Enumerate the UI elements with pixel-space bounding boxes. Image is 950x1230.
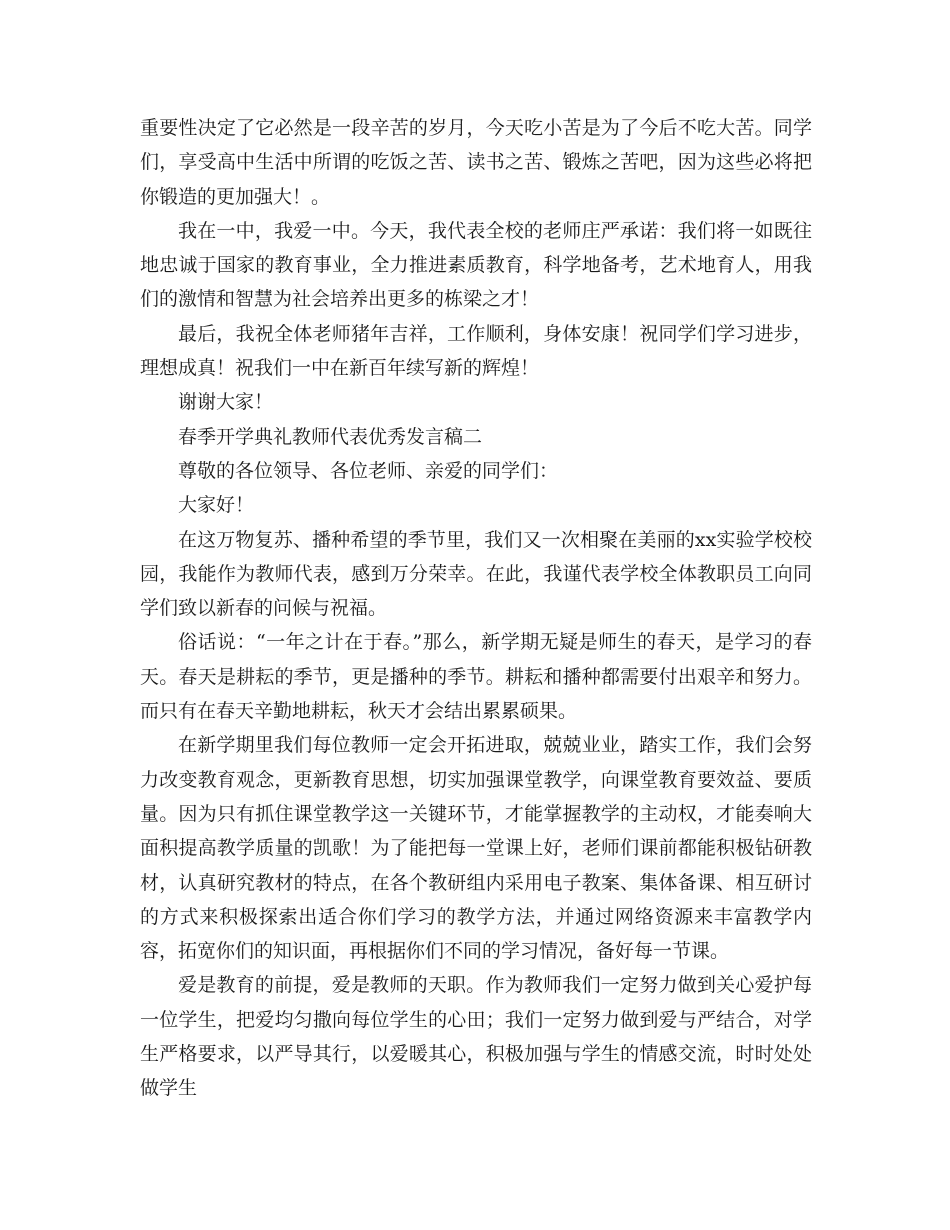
paragraph-4: 谢谢大家！ (178, 391, 274, 414)
greeting: 大家好！ (178, 494, 255, 517)
paragraph-3: 最后，我祝全体老师猪年吉祥，工作顺利，身体安康！祝同学们学习进步，理想成真！祝我们一中在新百年续写新的辉煌！ (140, 322, 812, 380)
paragraph-1: 重要性决定了它必然是一段辛苦的岁月，今天吃小苦是为了今后不吃大苦。同学们，享受高中生活中所谓的吃饭之苦、读书之苦、锻炼之苦吧，因为这些必将把你锻造的更加强大！。 (140, 117, 812, 208)
section-heading: 春季开学典礼教师代表优秀发言稿二 (178, 425, 483, 448)
document-body (140, 111, 812, 1106)
paragraph-9: 俗话说：“一年之计在于春。”那么，新学期无疑是师生的春天，是学习的春天。春天是耕耘的季节，更是播种的季节。耕耘和播种都需要付出艰辛和努力。而只有在春天辛勤地耕耘，秋天才会结出累累硕果。 (140, 631, 812, 723)
paragraph-8: 在这万物复苏、播种希望的季节里，我们又一次相聚在美丽的xx实验学校校园，我能作为教师代表，感到万分荣幸。在此，我谨代表学校全体教职员工向同学们致以新春的问候与祝福。 (140, 528, 812, 620)
paragraph-11: 爱是教育的前提，爱是教师的天职。作为教师我们一定努力做到关心爱护每一位学生，把爱均匀撒向每位学生的心田；我们一定努力做到爱与严结合，对学生严格要求，以严导其行，以爱暖其心，积极加强与学生的情感交流，时时处处做学生 (140, 974, 812, 1100)
paragraph-10: 在新学期里我们每位教师一定会开拓进取，兢兢业业，踏实工作，我们会努力改变教育观念，更新教育思想，切实加强课堂教学，向课堂教育要效益、要质量。因为只有抓住课堂教学这一关键环节，才能掌握教学的主动权，才能奏响大面积提高教学质量的凯歌！为了能把每一堂课上好，老师们课前都能积极钻研教材，认真研究教材的特点，在各个教研组内采用电子教案、集体备课、相互研讨的方式来积极探索出适合你们学习的教学方法，并通过网络资源来丰富教学内容，拓宽你们的知识面，再根据你们不同的学习情况，备好每一节课。 (140, 734, 812, 963)
salutation: 尊敬的各位领导、各位老师、亲爱的同学们： (178, 459, 559, 482)
paragraph-2: 我在一中，我爱一中。今天，我代表全校的老师庄严承诺：我们将一如既往地忠诚于国家的教育事业，全力推进素质教育，科学地备考，艺术地育人，用我们的激情和智慧为社会培养出更多的栋梁之才！ (140, 219, 812, 311)
